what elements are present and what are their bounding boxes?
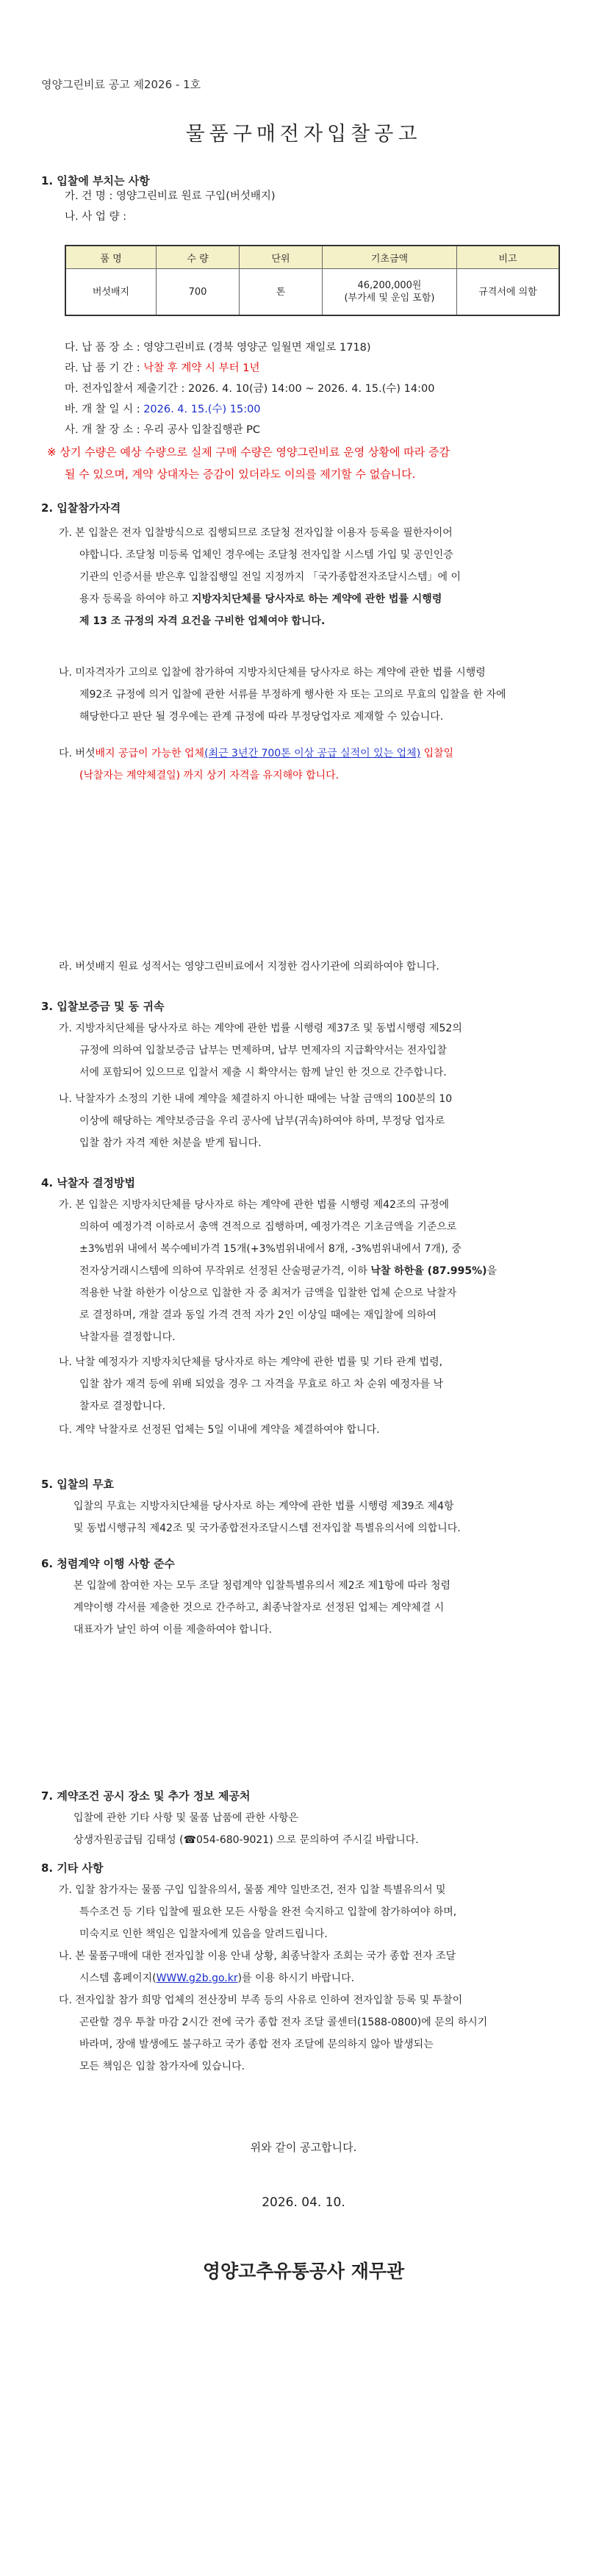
table-header: 비고	[457, 246, 560, 269]
text-line: 찰자로 결정합니다.	[79, 1400, 166, 1412]
text-line: 본 입찰에 참여한 자는 모두 조달 청렴계약 입찰특별유의서 제2조 제1항에 따라 청렴	[73, 1580, 451, 1592]
table-header: 기초금액	[323, 246, 457, 269]
red-span: 배지 공급이 가능한 업체	[95, 748, 205, 759]
text-line: 나. 본 물품구매에 대한 전자입찰 이용 안내 상황, 최종낙찰자 조회는 국가 종합 전자 조달	[59, 1950, 456, 1962]
opening-place: 사. 개 찰 장 소 : 우리 공사 입찰집행관 PC	[65, 424, 260, 436]
table-header: 단위	[240, 246, 323, 269]
text-line: 기관의 인증서를 받은후 입찰집행일 전일 지정까지 「국가종합전자조달시스템」에 이	[79, 571, 461, 583]
text-line: 입찰에 관한 기타 사항 및 물품 납품에 관한 사항은	[73, 1812, 299, 1824]
text-line: 다. 계약 낙찰자로 선정된 업체는 5일 이내에 계약을 체결하여야 합니다.	[59, 1424, 380, 1436]
g2b-link[interactable]: WWW.g2b.go.kr	[156, 1972, 238, 1984]
warning-line: ※ 상기 수량은 예상 수량으로 실제 구매 수량은 영양그린비료 운영 상황에 따라 증감	[47, 446, 450, 459]
text-line: ±3%범위 내에서 복수예비가격 15개(+3%범위내에서 8개, -3%범위내에서 7개), 중	[79, 1243, 461, 1255]
text-span: 다. 버섯	[59, 748, 96, 759]
section-3-heading: 3. 입찰보증금 및 동 귀속	[41, 1000, 165, 1013]
delivery-place: 다. 납 품 장 소 : 영양그린비료 (경북 영양군 일월면 재일로 1718)	[65, 342, 371, 354]
closing-text: 위와 같이 공고합니다.	[250, 2141, 357, 2154]
s5-paragraph	[73, 1495, 581, 1539]
text-line	[59, 1967, 566, 1989]
quantity-cell: 700	[157, 269, 240, 316]
delivery-period-label: 라. 납 품 기 간 :	[65, 362, 144, 374]
s4-paragraph-na	[59, 1351, 566, 1417]
item-name-cell: 버섯배지	[65, 269, 157, 316]
section-8-heading: 8. 기타 사항	[41, 1861, 104, 1875]
section-1-heading: 1. 입찰에 부치는 사항	[41, 174, 150, 187]
item-table	[65, 245, 560, 316]
section-5-heading: 5. 입찰의 무효	[41, 1478, 115, 1491]
text-line: 적용한 낙찰 하한가 이상으로 입찰한 자 중 최저가 금액을 입찰한 업체 순으로 낙찰자	[79, 1287, 457, 1299]
text-line: 가. 지방자치단체를 당사자로 하는 계약에 관한 법률 시행령 제37조 및 동법시행령 제52의	[59, 1023, 462, 1034]
s2-paragraph-da	[59, 743, 566, 787]
text-line: 제92조 규정에 의거 입찰에 관한 서류를 부정하게 행사한 자 또는 고의로 무효의 입찰을 한 자에	[79, 689, 506, 701]
text-span: )를 이용 하시기 바랍니다.	[237, 1972, 355, 1984]
s3-paragraph-na	[59, 1088, 566, 1154]
opening-date-value: 2026. 4. 15.(수) 15:00	[143, 404, 261, 415]
items-label: 나. 사 업 량 :	[65, 211, 126, 223]
text-line: 라. 버섯배지 원료 성적서는 영양그린비료에서 지정한 검사기관에 의뢰하여야 합니다.	[59, 961, 439, 973]
section-6-heading: 6. 청렴계약 이행 사항 준수	[41, 1557, 175, 1570]
base-price-cell	[323, 269, 457, 316]
s3-paragraph-ga	[59, 1017, 566, 1084]
text-line: 서에 포함되어 있으므로 입찰서 제출 시 확약서는 함께 날인 한 것으로 간주합니다.	[79, 1067, 447, 1078]
s8-paragraph-na	[59, 1945, 566, 1989]
s2-paragraph-na	[59, 662, 566, 728]
section-7-heading: 7. 계약조건 공시 장소 및 추가 정보 제공처	[41, 1789, 251, 1803]
text-line: 의하여 예정가격 이하로서 총액 견적으로 집행하며, 예정가격은 기초금액을 기준으로	[79, 1221, 457, 1233]
text-line: 이상에 해당하는 계약보증금을 우리 공사에 납부(귀속)하여야 하며, 부정당 업자로	[79, 1115, 445, 1127]
text-line: 입찰 참가 자격 제한 처분을 받게 됩니다.	[79, 1137, 262, 1149]
text-span: 전자상거래시스템에 의하여 무작위로 선정된 산술평균가격, 이하	[79, 1265, 371, 1277]
text-line: 제 13 조 규정의 자격 요건을 구비한 업체여야 합니다.	[79, 615, 326, 627]
notice-date: 2026. 04. 10.	[262, 2195, 345, 2210]
opening-date-label: 바. 개 찰 일 시 :	[65, 404, 144, 415]
text-line: 가. 본 입찰은 전자 입찰방식으로 집행되므로 조달청 전자입찰 이용자 등록을 필한자이어	[59, 527, 453, 539]
text-line: 대표자가 날인 하여 이를 제출하여야 합니다.	[73, 1624, 273, 1636]
s7-paragraph	[73, 1807, 581, 1851]
text-line: 미숙지로 인한 책임은 입찰자에게 있음을 알려드립니다.	[79, 1928, 328, 1940]
s4-paragraph-da	[59, 1419, 566, 1441]
text-span: 시스템 홈페이지(	[79, 1972, 157, 1984]
text-line: 바라며, 장애 발생에도 불구하고 국가 종합 전자 조달에 문의하지 않아 발생되는	[79, 2039, 434, 2050]
delivery-period-value: 낙찰 후 계약 시 부터 1년	[143, 362, 260, 374]
text-line	[59, 748, 453, 759]
submission-period: 마. 전자입찰서 제출기간 : 2026. 4. 10(금) 14:00 ~ 2026. 4. 15.(수) 14:00	[65, 383, 435, 395]
s6-paragraph	[73, 1575, 581, 1641]
s8-paragraph-ga	[59, 1879, 566, 1945]
text-line: 특수조건 등 기타 입찰에 필요한 모든 사항을 완전 숙지하고 입찰에 참가하여야 하며,	[79, 1906, 457, 1918]
text-line: 가. 입찰 참가자는 물품 구입 입찰유의서, 물품 계약 일반조건, 전자 입찰 특별유의서 및	[59, 1884, 446, 1896]
text-line: 야합니다. 조달청 미등록 업체인 경우에는 조달청 전자입찰 시스템 가입 및 공인인증	[79, 549, 453, 561]
text-line: 낙찰자를 결정합니다.	[79, 1331, 176, 1343]
base-price-note: (부가세 및 운임 포함)	[344, 293, 435, 304]
unit-cell: 톤	[240, 269, 323, 316]
red-span: 입찰일	[420, 748, 454, 759]
text-span: 을	[486, 1265, 498, 1277]
bold-span: 낙찰 하한율 (87.995%)	[370, 1265, 487, 1277]
table-header: 수 량	[157, 246, 240, 269]
section-2-heading: 2. 입찰참가자격	[41, 501, 121, 515]
table-header: 품 명	[65, 246, 157, 269]
s2-paragraph-ra	[59, 956, 566, 978]
table-header-row	[65, 246, 559, 269]
text-line: 입찰의 무효는 지방자치단체를 당사자로 하는 계약에 관한 법률 시행령 제39조 제4항	[73, 1500, 454, 1512]
s2-paragraph-ga	[59, 522, 566, 632]
text-line: 규정에 의하여 입찰보증금 납부는 면제하며, 납부 면제자의 지급확약서는 전자입찰	[79, 1045, 447, 1056]
base-price: 46,200,000원	[357, 280, 422, 291]
warning-line: 될 수 있으며, 계약 상대자는 증감이 있더라도 이의를 제기할 수 없습니다.	[65, 468, 416, 481]
case-name: 가. 건 명 : 영양그린비료 원료 구입(버섯배지)	[65, 190, 276, 202]
text-line: 입찰 참가 재격 등에 위배 되었을 경우 그 자격을 무효로 하고 차 순위 예정자를 낙	[79, 1378, 444, 1390]
text-line: 나. 낙찰 예정자가 지방자치단체를 당사자로 하는 계약에 관한 법률 및 기타 관계 법령,	[59, 1356, 443, 1368]
page-title: 물품구매전자입찰공고	[185, 123, 422, 146]
text-line: 가. 본 입찰은 지방자치단체를 당사자로 하는 계약에 관한 법률 시행령 제42조의 규정에	[59, 1199, 450, 1211]
opening-date	[65, 398, 261, 421]
text-line: 모든 책임은 입찰 참가자에 있습니다.	[79, 2061, 245, 2072]
warning-note	[47, 441, 561, 485]
delivery-period	[65, 357, 260, 379]
text-line	[59, 1260, 566, 1282]
blue-span: (최근 3년간 700톤 이상 공급 실적이 있는 업체)	[204, 748, 421, 759]
text-line: 상생자원공급팀 김태성 (☎054-680-9021) 으로 문의하여 주시길 바랍니다.	[73, 1834, 419, 1846]
text-line: 로 결정하며, 개찰 결과 동일 가격 견적 자가 2인 이상일 때에는 재입찰에 의하여	[79, 1309, 437, 1321]
text-line	[59, 588, 566, 610]
text-line: (낙찰자는 계약체결일) 까지 상기 자격을 유지해야 합니다.	[79, 770, 340, 781]
notice-number: 영양그린비료 공고 제2026 - 1호	[41, 78, 201, 91]
text-line: 나. 미자격자가 고의로 입찰에 참가하여 지방자치단체를 당사자로 하는 계약에 관한 법률 시행령	[59, 667, 486, 679]
issuer-name: 영양고추유통공사 재무관	[202, 2261, 405, 2282]
text-line: 및 동법시행규칙 제42조 및 국가종합전자조달시스템 전자입찰 특별유의서에 의합니다.	[73, 1523, 461, 1534]
s4-paragraph-ga	[59, 1194, 566, 1348]
table-row	[65, 269, 559, 316]
text-line: 곤란할 경우 투찰 마감 2시간 전에 국가 종합 전자 조달 콜센터(1588-0800)에 문의 하시기	[79, 2017, 488, 2028]
s8-paragraph-da	[59, 1989, 566, 2078]
bold-span: 지방자치단체를 당사자로 하는 계약에 관한 법률 시행령	[192, 593, 442, 605]
text-line: 다. 전자입찰 참가 희망 업체의 전산장비 부족 등의 사유로 인하여 전자입찰 등록 및 투찰이	[59, 1994, 463, 2006]
text-span: 용자 등록을 하여야 하고	[79, 593, 193, 605]
remark-cell: 규격서에 의함	[457, 269, 560, 316]
section-4-heading: 4. 낙찰자 결정방법	[41, 1176, 136, 1189]
text-line: 나. 낙찰자가 소정의 기한 내에 계약을 체결하지 아니한 때에는 낙찰 금액의 100분의 10	[59, 1093, 453, 1105]
text-line: 해당한다고 판단 될 경우에는 관계 규정에 따라 부정당업자로 제재할 수 있습니다.	[79, 711, 444, 723]
text-line: 계약이행 각서를 제출한 것으로 간주하고, 최종낙찰자로 선정된 업체는 계약체결 시	[73, 1602, 445, 1614]
